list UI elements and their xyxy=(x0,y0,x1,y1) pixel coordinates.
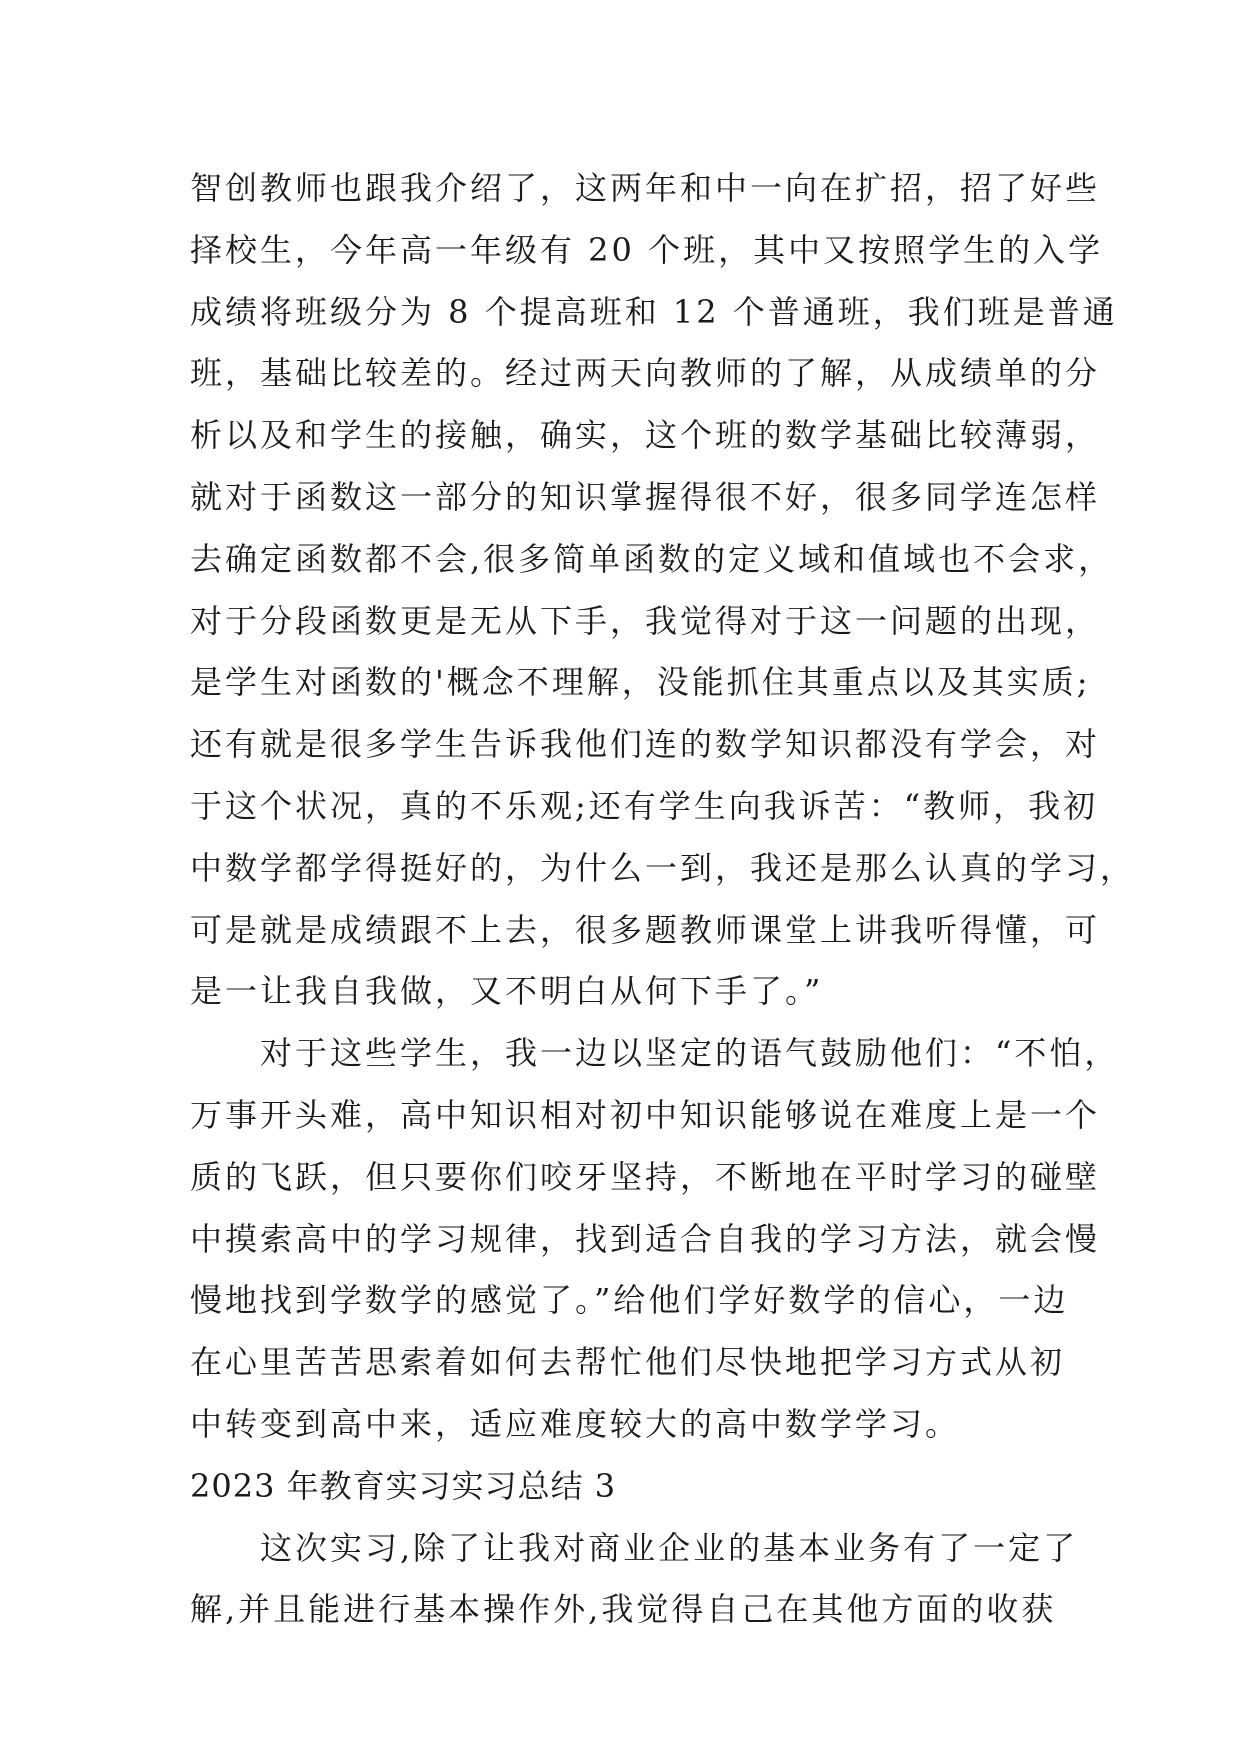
paragraph-line: 还有就是很多学生告诉我他们连的数学知识都没有学会，对 xyxy=(190,725,1101,764)
paragraph-line: 在心里苦苦思索着如何去帮忙他们尽快地把学习方式从初 xyxy=(190,1343,1066,1382)
paragraph-line: 慢地找到学数学的感觉了。”给他们学好数学的信心，一边 xyxy=(190,1281,1069,1320)
paragraph-line: 中数学都学得挺好的，为什么一到，我还是那么认真的学习， xyxy=(190,848,1136,887)
paragraph-line: 成绩将班级分为 8 个提高班和 12 个普通班，我们班是普通 xyxy=(190,292,1118,331)
paragraph-line: 智创教师也跟我介绍了，这两年和中一向在扩招，招了好些 xyxy=(190,169,1101,207)
paragraph-line: 去确定函数都不会,很多简单函数的定义域和值域也不会求， xyxy=(190,539,1114,578)
paragraph-line: 是学生对函数的'概念不理解，没能抓住其重点以及其实质; xyxy=(190,663,1091,702)
paragraph-2 xyxy=(190,1023,1120,1456)
paragraph-line: 质的飞跃，但只要你们咬牙坚持，不断地在平时学习的碰壁 xyxy=(190,1157,1101,1196)
paragraph-line: 是一让我自我做，又不明白从何下手了。” xyxy=(190,972,824,1011)
paragraph-line: 择校生，今年高一年级有 20 个班，其中又按照学生的入学 xyxy=(190,230,1104,269)
paragraph-line: 析以及和学生的接触，确实，这个班的数学基础比较薄弱， xyxy=(190,416,1101,455)
document-body xyxy=(190,158,1136,1641)
paragraph-line: 班，基础比较差的。经过两天向教师的了解，从成绩单的分 xyxy=(190,354,1101,393)
paragraph-line: 中摸索高中的学习规律，找到适合自我的学习方法，就会慢 xyxy=(190,1219,1101,1258)
paragraph-line: 就对于函数这一部分的知识掌握得很不好，很多同学连怎样 xyxy=(190,477,1101,516)
paragraph-3 xyxy=(190,1518,1079,1642)
paragraph-line: 这次实习,除了让我对商业企业的基本业务有了一定了 xyxy=(260,1528,1079,1567)
paragraph-line: 对于分段函数更是无从下手，我觉得对于这一问题的出现， xyxy=(190,601,1101,640)
paragraph-line: 对于这些学生，我一边以坚定的语气鼓励他们：“不怕， xyxy=(260,1034,1120,1073)
paragraph-line: 于这个状况，真的不乐观;还有学生向我诉苦：“教师，我初 xyxy=(190,786,1099,825)
paragraph-1 xyxy=(190,158,1136,1023)
paragraph-line: 可是就是成绩跟不上去，很多题教师课堂上讲我听得懂，可 xyxy=(190,910,1101,949)
paragraph-line: 解,并且能进行基本操作外,我觉得自己在其他方面的收获 xyxy=(190,1590,1057,1629)
paragraph-line: 中转变到高中来，适应难度较大的高中数学学习。 xyxy=(190,1404,961,1443)
section-heading: 2023 年教育实习实习总结 3 xyxy=(190,1466,617,1505)
paragraph-line: 万事开头难，高中知识相对初中知识能够说在难度上是一个 xyxy=(190,1095,1101,1134)
